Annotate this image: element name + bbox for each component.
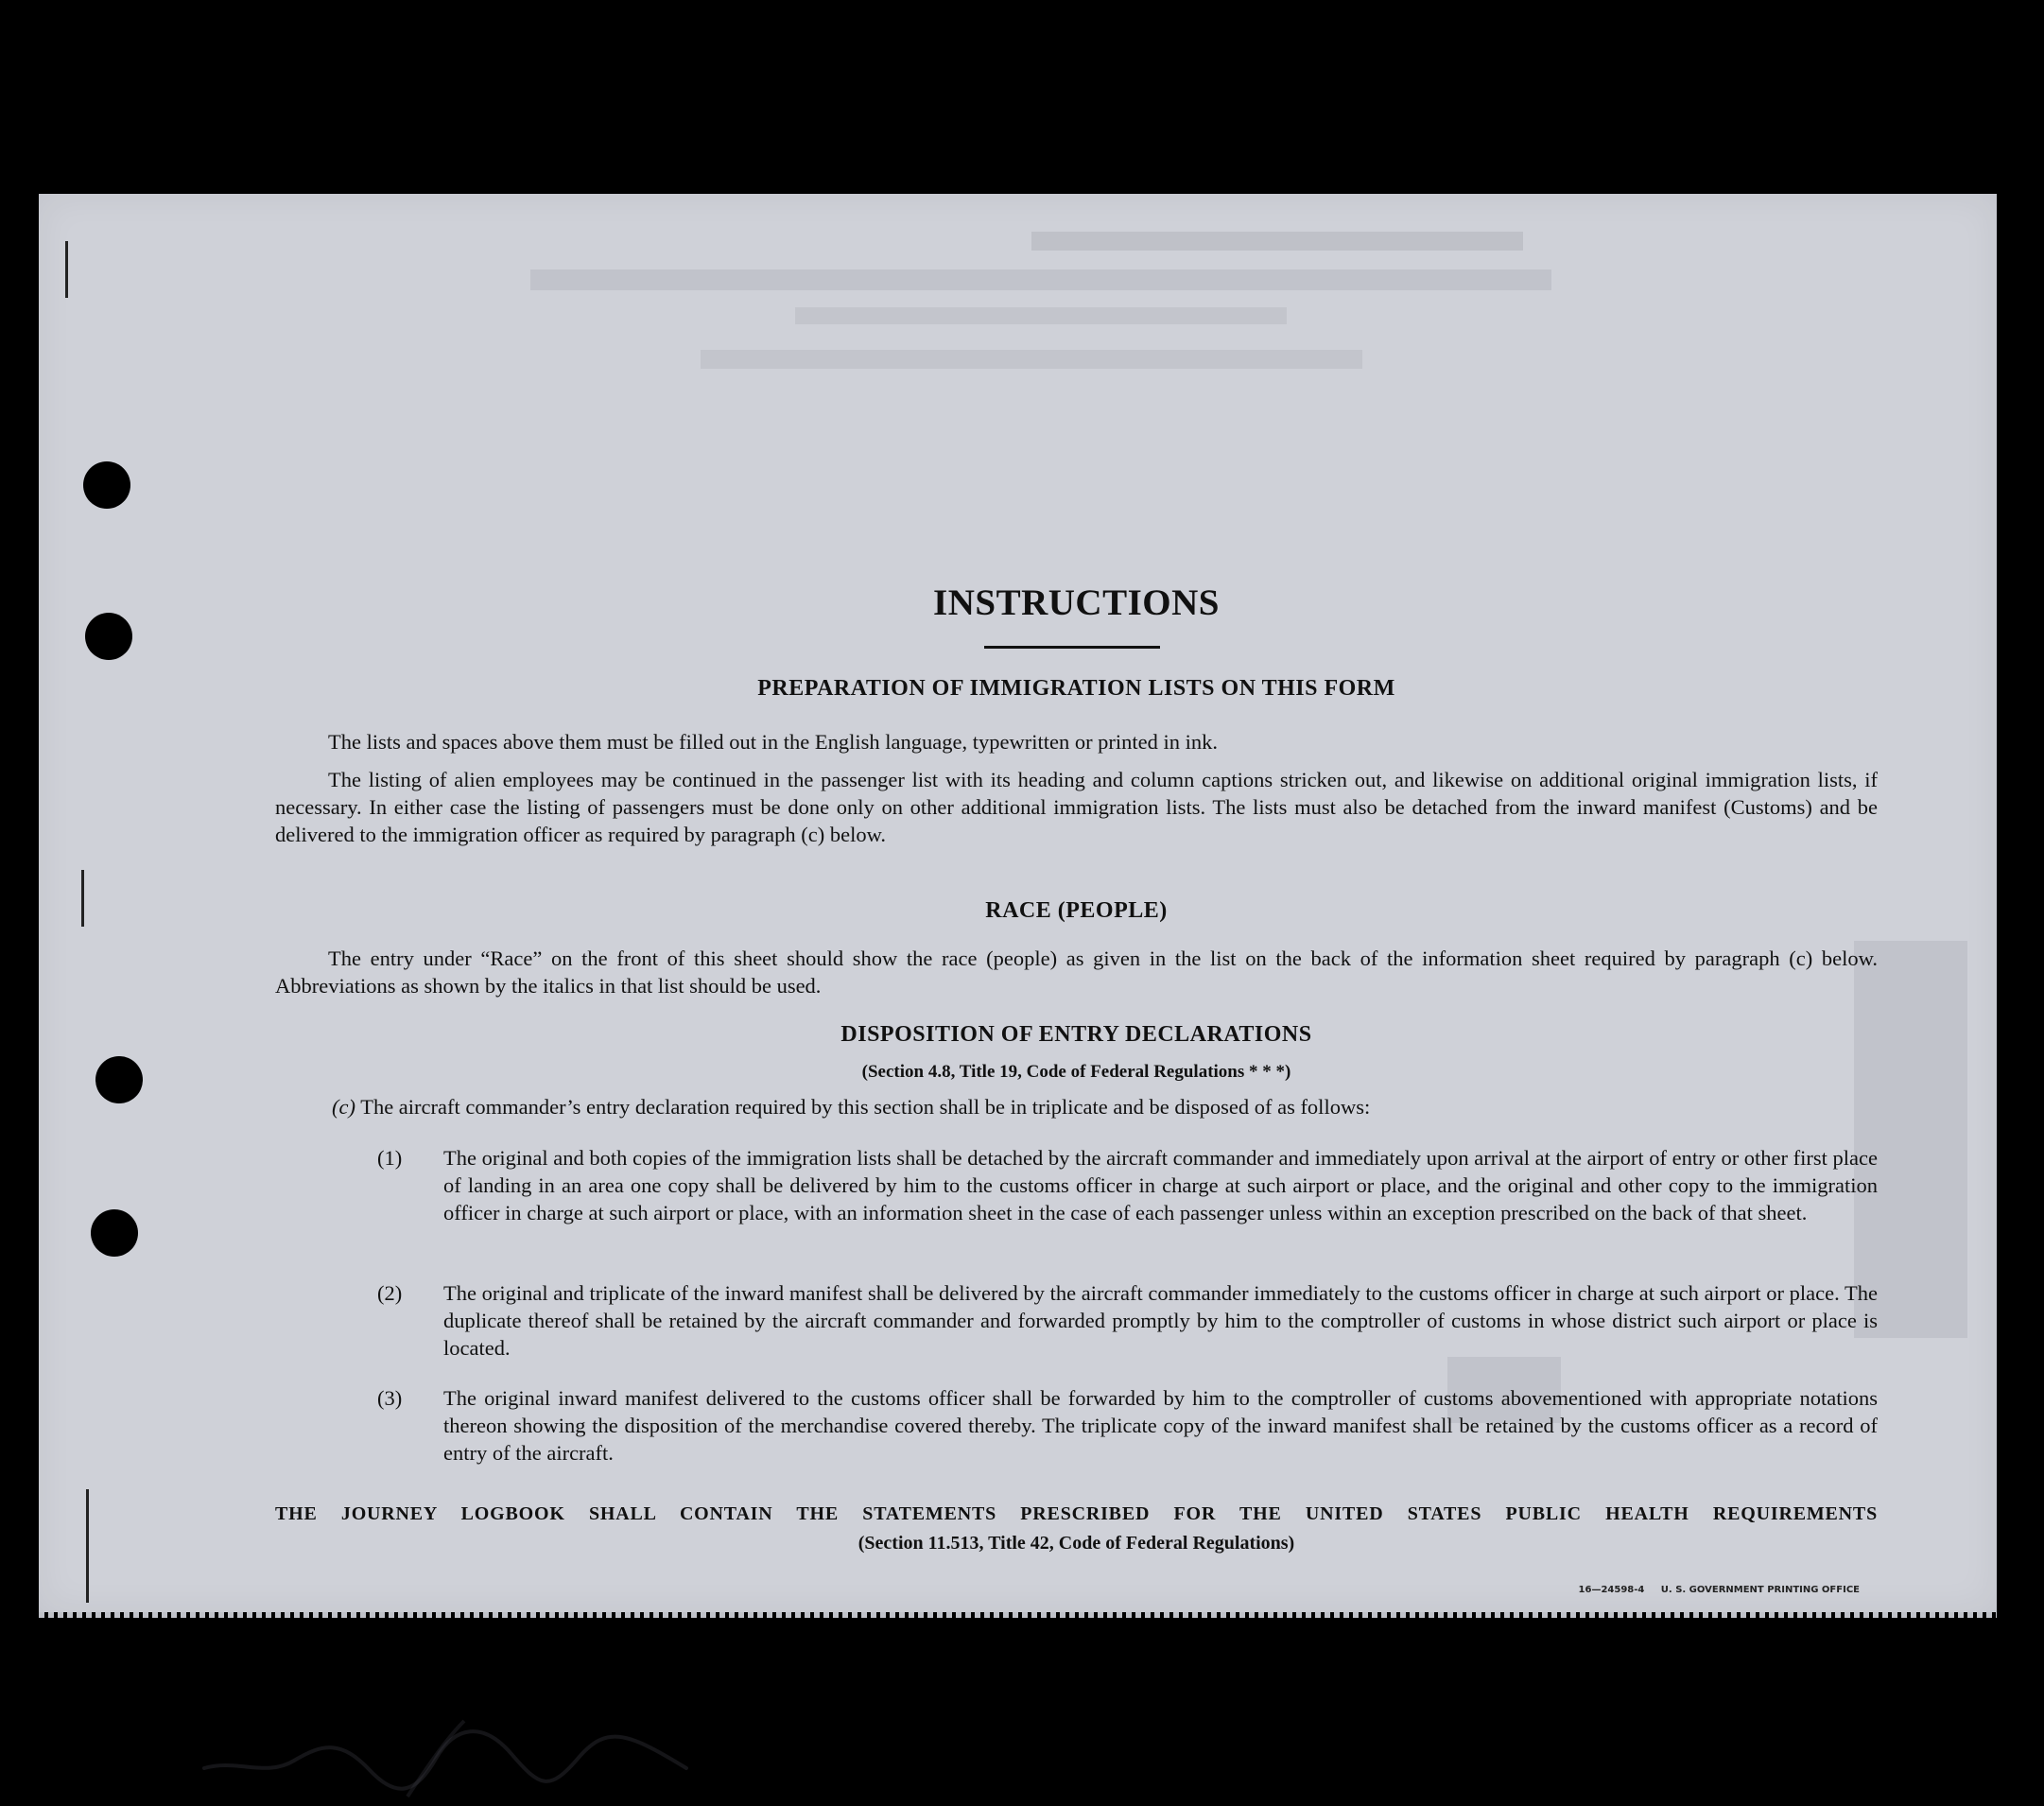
margin-tick	[86, 1489, 89, 1603]
disposition-item-2	[377, 1279, 1878, 1362]
printer-imprint	[1579, 1585, 1860, 1595]
health-statement: THE JOURNEY LOGBOOK SHALL CONTAIN THE STATEMENTS PRESCRIBED FOR THE UNITED STATES PUBLIC HEALTH REQUIREMENTS	[275, 1503, 1878, 1524]
bleed-through-mark	[1031, 232, 1523, 251]
preparation-heading: PREPARATION OF IMMIGRATION LISTS ON THIS FORM	[757, 676, 1395, 701]
margin-tick	[81, 870, 84, 927]
item-text: The original and both copies of the immigration lists shall be detached by the aircraft commander and immediately upon arrival at the airport of entry or other first place of landing in an area one copy shall be delivered by him to the customs officer in charge at such airport or place, and the original and other copy to the immigration officer in charge at such airport or place, with an information sheet in the case of each passenger unless within an exception prescribed on the back of that sheet.	[443, 1146, 1878, 1224]
punch-hole	[95, 1056, 143, 1103]
margin-tick	[65, 241, 68, 298]
bleed-through-mark	[701, 350, 1362, 369]
intro-text: The aircraft commander’s entry declaration required by this section shall be in triplicate and be disposed of as follows:	[360, 1095, 1371, 1119]
punch-hole	[83, 461, 130, 509]
disposition-reference: (Section 4.8, Title 19, Code of Federal Regulations * * *)	[861, 1062, 1291, 1082]
preparation-paragraph-1: The lists and spaces above them must be filled out in the English language, typewritten or printed in ink.	[328, 730, 1219, 754]
race-paragraph: The entry under “Race” on the front of this sheet should show the race (people) as given in the list on the back of the information sheet required by paragraph (c) below. Abbreviations as shown by the italics in that list should be used.	[275, 946, 1878, 998]
item-number: (1)	[377, 1146, 403, 1170]
bleed-through-mark	[1854, 941, 1967, 1338]
form-number: 16—24598-4	[1578, 1585, 1645, 1595]
item-number: (3)	[377, 1386, 403, 1410]
disposition-intro	[275, 1093, 1878, 1120]
disposition-heading: DISPOSITION OF ENTRY DECLARATIONS	[840, 1022, 1312, 1047]
printer-name: U. S. GOVERNMENT PRINTING OFFICE	[1660, 1585, 1860, 1595]
item-number: (2)	[377, 1281, 403, 1305]
document-sheet	[39, 194, 1997, 1612]
punch-hole	[91, 1209, 138, 1257]
disposition-item-1	[377, 1144, 1878, 1226]
disposition-item-3	[377, 1384, 1878, 1467]
bleed-through-mark	[795, 307, 1287, 324]
health-reference: (Section 11.513, Title 42, Code of Federal Regulations)	[857, 1533, 1295, 1554]
page-title: INSTRUCTIONS	[933, 582, 1220, 623]
title-underline	[984, 646, 1160, 649]
item-text: The original inward manifest delivered to the customs officer shall be forwarded by him to the comptroller of customs abovementioned with appropriate notations thereon showing the disposition of the merchandise covered thereby. The triplicate copy of the inward manifest shall be retained by the customs officer as a record of entry of the aircraft.	[443, 1386, 1878, 1465]
faint-signature-scrawl	[199, 1702, 691, 1806]
intro-label: (c)	[332, 1095, 355, 1119]
bleed-through-mark	[530, 269, 1551, 290]
punch-hole	[85, 613, 132, 660]
item-text: The original and triplicate of the inward manifest shall be delivered by the aircraft commander immediately to the customs officer in charge at such airport or place. The duplicate thereof shall be retained by the aircraft commander and forwarded promptly by him to the comptroller of customs in whose district such airport or place is located.	[443, 1281, 1878, 1360]
race-heading: RACE (PEOPLE)	[985, 898, 1168, 923]
preparation-paragraph-2: The listing of alien employees may be continued in the passenger list with its heading and column captions stricken out, and likewise on additional original immigration lists, if necessary. In either case the listing of passengers must be done only on other additional immigration lists. The lists must also be detached from the inward manifest (Customs) and be delivered to the immigration officer as required by paragraph (c) below.	[275, 768, 1878, 846]
